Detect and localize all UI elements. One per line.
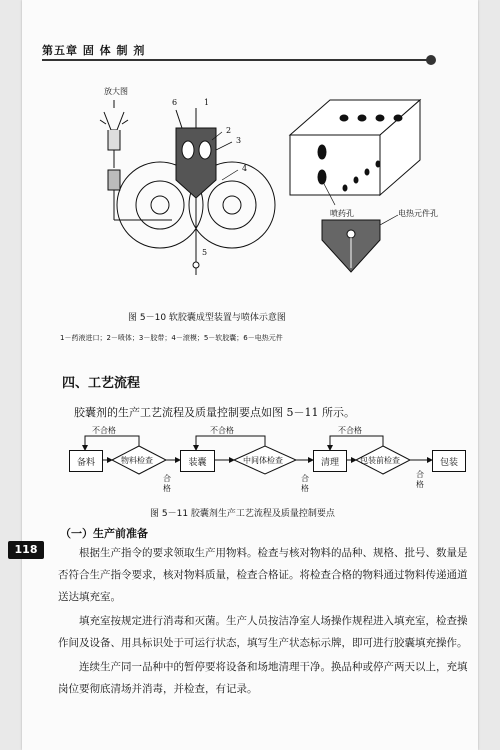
label-6: 6 <box>172 98 178 107</box>
flow-diamond-intermediate-check: 中间体检查 <box>243 456 283 465</box>
flow-diamond-prepack-check: 包装前检查 <box>360 456 400 465</box>
figure-5-10-caption: 图 5－10 软胶囊成型装置与喷体示意图 <box>128 313 286 323</box>
paragraph-2: 填充室按规定进行消毒和灭菌。生产人员按洁净室人场操作规程进入填充室，检查操作间及设备、用具标识处于可运行状态，填写生产状态标示牌，即可进行胶囊填充操作。 <box>58 615 468 649</box>
subsection-title: （一）生产前准备 <box>60 527 148 540</box>
flow-reject-3: 不合格 <box>338 426 362 435</box>
magnify-label: 放大图 <box>104 87 128 96</box>
spray-hole-label: 喷药孔 <box>330 209 354 218</box>
page-number: 118 <box>8 541 44 559</box>
figure-5-11-caption: 图 5－11 胶囊剂生产工艺流程及质量控制要点 <box>150 509 335 519</box>
label-5: 5 <box>202 248 208 257</box>
flow-pass-1: 合格 <box>163 474 171 493</box>
heater-hole-label: 电热元件孔 <box>398 209 438 218</box>
paragraph-1: 根据生产指令的要求领取生产用物料。检查与核对物料的品种、规格、批号、数量是否符合生产指令要求，核对物料质量，检查合格证。将检查合格的物料通过物料传递通道送达填充室。 <box>58 547 468 603</box>
label-1: 1 <box>204 98 210 107</box>
flow-box-prepare: 备料 <box>69 450 103 472</box>
section-title: 四、工艺流程 <box>62 376 141 391</box>
intro-text: 胶囊剂的生产工艺流程及质量控制要点如图 5－11 所示。 <box>74 406 355 419</box>
figure-5-10-legend: 1－药液进口；2－喷体；3－胶带；4－滚模；5－软胶囊；6－电热元件 <box>60 334 283 342</box>
label-4: 4 <box>242 164 248 173</box>
flow-reject-1: 不合格 <box>92 426 116 435</box>
chapter-title: 第五章 固 体 制 剂 <box>42 44 146 57</box>
flow-pass-2: 合格 <box>301 474 309 493</box>
label-3: 3 <box>236 136 242 145</box>
flow-diamond-material-check: 物料检查 <box>121 456 153 465</box>
flow-box-clean: 清理 <box>313 450 347 472</box>
label-2: 2 <box>226 126 232 135</box>
paragraph-3: 连续生产同一品种中的暂停要将设备和场地清理干净。换品种或停产两天以上，充填岗位要彻底清场并消毒，并检查，有记录。 <box>58 661 468 695</box>
flow-box-fill: 装囊 <box>180 450 215 472</box>
flow-reject-2: 不合格 <box>210 426 234 435</box>
flow-box-pack: 包装 <box>432 450 466 472</box>
flow-pass-3: 合格 <box>416 470 424 489</box>
